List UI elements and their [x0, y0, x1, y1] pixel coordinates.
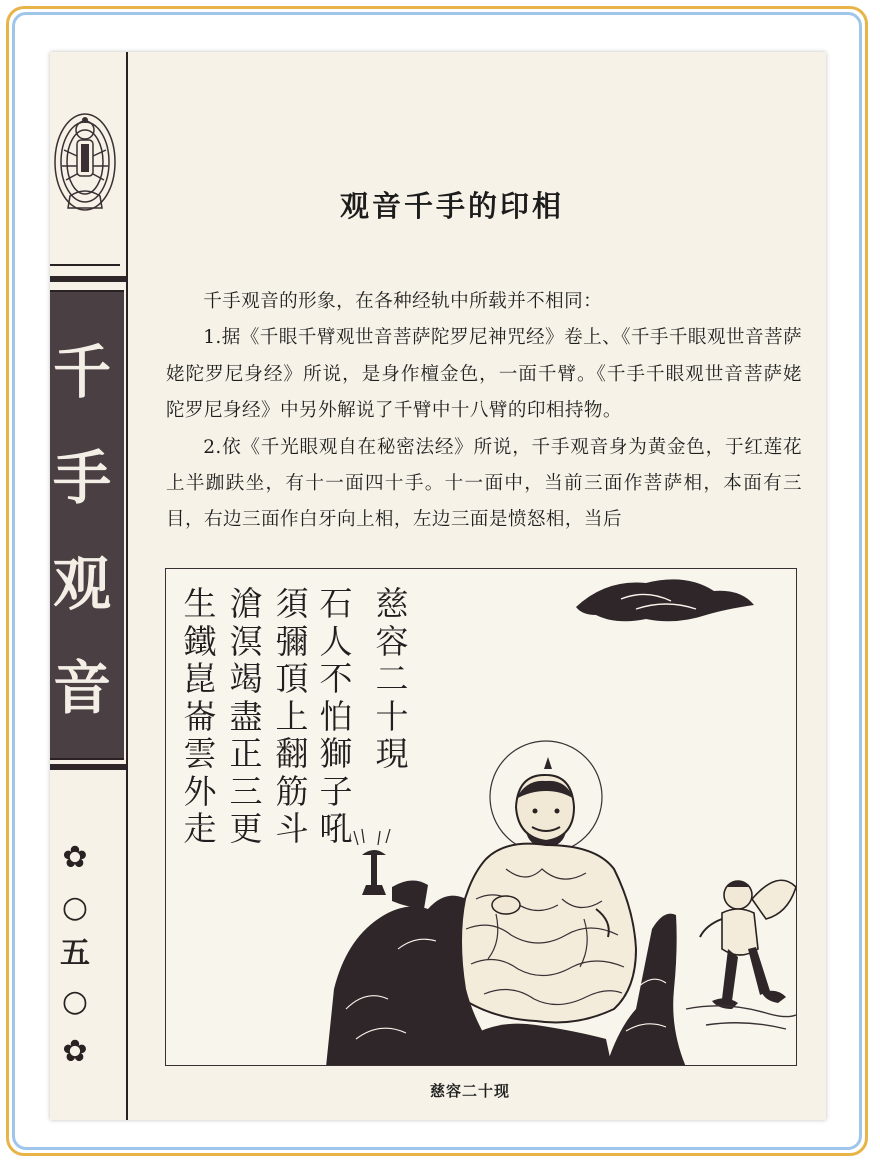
cloud-icon — [576, 579, 754, 621]
poem-column: 生鐵崑崙雲外走 — [183, 584, 217, 848]
poem-column: 滄溟竭盡正三更 — [229, 584, 263, 848]
spine-band-top — [50, 276, 126, 282]
poem-column: 須彌頂上翻筋斗 — [275, 584, 309, 848]
book-page — [50, 52, 826, 1120]
lamp-icon — [354, 829, 390, 895]
ink-illustration — [165, 568, 797, 1066]
child-figure — [700, 880, 796, 1009]
spine-band-bottom — [50, 764, 126, 770]
spine-title-char: 千 — [52, 338, 111, 406]
page-number-char: ○ — [61, 890, 89, 925]
paragraph: 1.据《千眼千臂观世音菩萨陀罗尼神咒经》卷上、《千手千眼观世音菩萨姥陀罗尼身经》所说，是身作檀金色，一面千臂。《千手千眼观世音菩萨姥陀罗尼身经》中另外解说了千臂中十八臂的印相持物。 — [166, 327, 802, 422]
body-text — [166, 284, 802, 539]
spine-title-char: 手 — [52, 444, 111, 512]
page-title: 观音千手的印相 — [340, 189, 565, 223]
poem-column: 石人不怕獅子吼 — [319, 584, 353, 848]
flower-ornament-icon: ✿ — [62, 1034, 88, 1069]
flower-ornament-icon: ✿ — [62, 840, 88, 875]
page-spine — [50, 52, 128, 1120]
illustration-caption: 慈容二十现 — [429, 1082, 510, 1100]
paragraph: 千手观音的形象，在各种经轨中所载并不相同： — [203, 291, 603, 312]
spine-title-char: 音 — [52, 654, 111, 722]
poem-column: 慈容二十現 — [375, 584, 409, 773]
thousand-hand-guanyin-icon — [50, 100, 120, 220]
monk-figure — [454, 757, 636, 1023]
spine-title-char: 观 — [52, 550, 111, 618]
spine-title-block — [50, 290, 124, 760]
paragraph: 2.依《千光眼观自在秘密法经》所说，千手观音身为黄金色，于红莲花上半跏趺坐，有十一面四十手。十一面中，当前三面作菩萨相，本面有三目，右边三面作白牙向上相，左边三面是愤怒相，当后 — [166, 436, 802, 531]
monk-on-rocks-drawing — [166, 569, 797, 1066]
page-number-char: 五 — [60, 936, 90, 971]
page-number-char: ○ — [61, 984, 89, 1019]
guanyin-emblem — [50, 52, 120, 266]
